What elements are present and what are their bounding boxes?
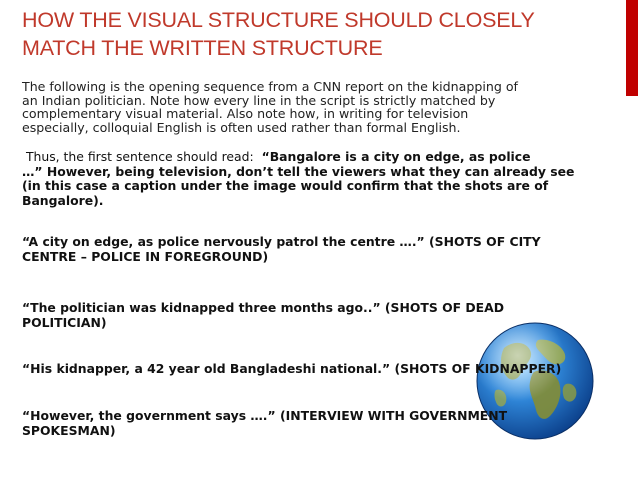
thus-lead: Thus, the first sentence should read: (22, 149, 262, 164)
thus-quote-start: “Bangalore is a city on edge, as police (261, 149, 531, 164)
script-line: “A city on edge, as police nervously patrol the centre ….” (SHOTS OF CITY (22, 234, 541, 249)
script-line: SPOKESMAN) (22, 422, 116, 438)
script-line: “The politician was kidnapped three months ago..” (SHOTS OF DEAD (22, 300, 505, 315)
thus-line: Bangalore). (22, 192, 104, 208)
intro-paragraph (22, 80, 622, 134)
thus-line: (in this case a caption under the image would confirm that the shots are of (22, 178, 549, 193)
intro-line: especially, colloquial English is often used rather than formal English. (22, 119, 461, 135)
accent-bar (626, 0, 638, 96)
intro-line: The following is the opening sequence from a CNN report on the kidnapping of (22, 79, 518, 94)
script-item (22, 301, 612, 330)
script-item (22, 409, 612, 438)
slide-title (22, 6, 622, 62)
script-line: “His kidnapper, a 42 year old Bangladeshi national.” (SHOTS OF KIDNAPPER) (22, 361, 562, 376)
script-item (22, 362, 612, 377)
script-line: POLITICIAN) (22, 314, 107, 330)
thus-line: …” However, being television, don’t tell the viewers what they can already see (22, 163, 575, 179)
script-line: “However, the government says ….” (INTERVIEW WITH GOVERNMENT (22, 408, 508, 423)
intro-line: an Indian politician. Note how every line in the script is strictly matched by (22, 92, 496, 108)
thus-paragraph (22, 150, 612, 208)
script-line: CENTRE – POLICE IN FOREGROUND) (22, 248, 269, 264)
intro-line: complementary visual material. Also note how, in writing for television (22, 106, 469, 121)
thus-first-line (22, 150, 612, 165)
title-line: HOW THE VISUAL STRUCTURE SHOULD CLOSELY (22, 8, 535, 32)
title-line: MATCH THE WRITTEN STRUCTURE (22, 36, 383, 60)
script-item (22, 235, 612, 264)
